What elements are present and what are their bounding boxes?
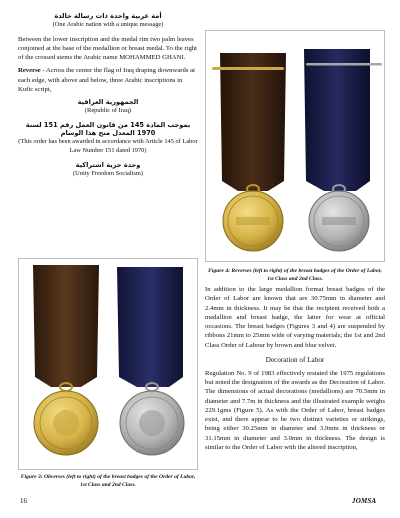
figure-4-caption: Figure 4: Reverses (left to right) of the breast badges of the Order of Labor, 1st Class and 2nd Class. [208,268,382,282]
right-pin [306,63,382,66]
arabic-inscription-3: بموجب المادة 145 من قانون العمل رقم 151 لسنة 1970 المعدل منح هذا الوسام [25,120,191,138]
translation-2: (Republic of Iraq) [84,106,132,114]
brown-ribbon [220,53,286,191]
left-text-column [18,12,198,183]
translation-1: (One Arabic nation with a unique message) [52,20,164,28]
figure-3-photo [18,258,198,470]
translation-4: (Unity Freedom Socialism) [73,169,143,177]
right-text-column [205,285,385,456]
figure-4-photo [205,30,385,262]
journal-name: JOMSA [352,497,377,505]
translation-3: (This order has been awarded in accordance with Article 145 of Labor Law Number 151 dated 1970) [18,138,198,154]
gold-medal-wheel [53,410,79,436]
arabic-inscription-4: وحدة حرية اشتراكية [75,160,141,169]
medal-reverses-illustration [206,31,385,262]
section-heading: Decoration of Labor [265,355,325,364]
blue-ribbon [304,49,370,191]
gold-medal-flag [236,217,270,225]
silver-medal-flag [322,217,356,225]
medal-obverses-illustration [19,259,198,470]
silver-medal-wheel [139,410,165,436]
reverse-paragraph [18,66,198,94]
page-number: 16 [20,497,27,505]
arabic-inscription-2: الجمهورية العراقية [77,98,139,107]
figure-3-caption: Figure 3: Obverses (left to right) of the breast badges of the Order of Labor, 1st Class and 2nd Class. [20,474,196,488]
reverse-label: Reverse [18,67,41,75]
regulation-paragraph: Regulation No. 9 of 1983 effectively restated the 1975 regulations but noted the designation of the awards as the Decoration of Labor. The dimensions of actual decorations (medallions) are 70.5mm in diameter and 7.7m in thickness and the illustrated example weighs 229.1gms (Figure 5). As with the Order of Labor, breast badges exist, and there appear to be two distinct varieties or strikings, being either 30.25mm in diameter and 3.9mm in thickness or 31.15mm in diameter and 3.0mm in thickness. The design is similar to the Order of Labor with the altered inscription, [205,369,385,451]
blue-ribbon [117,267,183,387]
breast-badges-paragraph: In addition to the large medallion format breast badges of the Order of Labor are known that are 30.75mm in diameter and 2.4mm in thickness. It may be that the recipient received both a medallion and breast badge, the latter for wear at official occasions. The breast badges (Figures 3 and 4) are suspended by ribbons 21mm to 25mm wide of varying materials; the 1st and 2nd Class Order of Labour by brown and blue velvet. [205,286,385,349]
left-pin [212,67,284,70]
brown-ribbon [33,265,99,387]
reverse-text: - Across the center the flag of Iraq draping downwards at each edge, with above and below, three Arabic inscriptions in Kufic script, [18,67,195,93]
arabic-inscription-1: أمة عربية واحدة ذات رسالة خالدة [54,12,162,20]
palm-leaves-paragraph: Between the lower inscription and the medal rim two palm leaves conjoined at the base of the medallion or breast medal. To the right of the crossed stems the Arabic name MOHAMMED GHANI. [18,35,197,62]
